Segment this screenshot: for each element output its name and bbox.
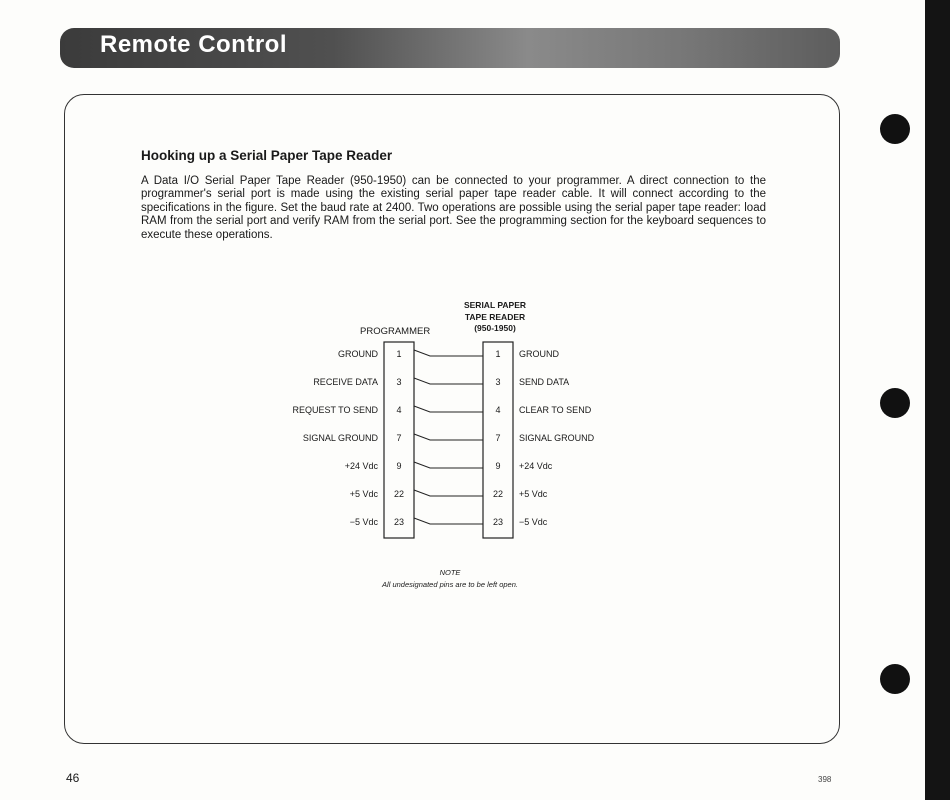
note-text: All undesignated pins are to be left open.	[382, 580, 518, 589]
reader-pin-number: 4	[495, 405, 501, 415]
page-title: Remote Control	[100, 31, 287, 58]
programmer-signal-label: REQUEST TO SEND	[292, 405, 378, 415]
programmer-signal-label: RECEIVE DATA	[313, 377, 378, 387]
page-number-left: 46	[66, 771, 80, 785]
reader-signal-label: CLEAR TO SEND	[519, 405, 592, 415]
programmer-pin-number: 7	[396, 433, 402, 443]
reader-pin-number: 1	[495, 349, 501, 359]
connection-wire	[414, 406, 483, 412]
page-number-right: 398	[818, 775, 832, 784]
reader-pin-number: 3	[495, 377, 501, 387]
connection-wire	[414, 518, 483, 524]
connection-wire	[414, 434, 483, 440]
reader-signal-label: −5 Vdc	[519, 517, 548, 527]
section-heading: Hooking up a Serial Paper Tape Reader	[141, 148, 393, 163]
programmer-signal-label: SIGNAL GROUND	[302, 433, 378, 443]
reader-signal-label: GROUND	[519, 349, 559, 359]
programmer-signal-label: +24 Vdc	[344, 461, 378, 471]
reader-signal-label: +24 Vdc	[519, 461, 553, 471]
reader-title-line: (950-1950)	[474, 323, 516, 333]
programmer-title: PROGRAMMER	[360, 326, 431, 337]
reader-signal-label: SIGNAL GROUND	[519, 433, 595, 443]
programmer-pin-number: 9	[396, 461, 402, 471]
programmer-signal-label: GROUND	[338, 349, 378, 359]
programmer-pin-number: 1	[396, 349, 402, 359]
note-title: NOTE	[439, 568, 461, 577]
programmer-pin-number: 3	[396, 377, 402, 387]
programmer-signal-label: +5 Vdc	[349, 489, 378, 499]
programmer-signal-label: −5 Vdc	[349, 517, 378, 527]
section-body: A Data I/O Serial Paper Tape Reader (950-1950) can be connected to your programmer. A direct connection to the programmer's serial port is made using the existing serial paper tape reader cable. It will connect according to the specifications in the figure. Set the baud rate at 2400. Two operations are possible using the serial paper tape reader: load RAM from the serial port and verify RAM from the serial port. See the programming section for the keyboard sequences to execute these operations.	[141, 175, 766, 241]
connection-wire	[414, 350, 483, 356]
reader-signal-label: +5 Vdc	[519, 489, 548, 499]
connection-wire	[414, 462, 483, 468]
programmer-pin-number: 23	[393, 517, 404, 527]
reader-signal-label: SEND DATA	[519, 377, 570, 387]
reader-pin-number: 23	[492, 517, 503, 527]
reader-pin-number: 22	[492, 489, 503, 499]
programmer-pin-number: 22	[393, 489, 404, 499]
reader-pin-number: 7	[495, 433, 501, 443]
reader-title-line: SERIAL PAPER	[463, 300, 527, 310]
connection-wire	[414, 490, 483, 496]
reader-pin-number: 9	[495, 461, 501, 471]
reader-title-line: TAPE READER	[464, 311, 526, 322]
connection-wire	[414, 378, 483, 384]
programmer-pin-number: 4	[396, 405, 402, 415]
